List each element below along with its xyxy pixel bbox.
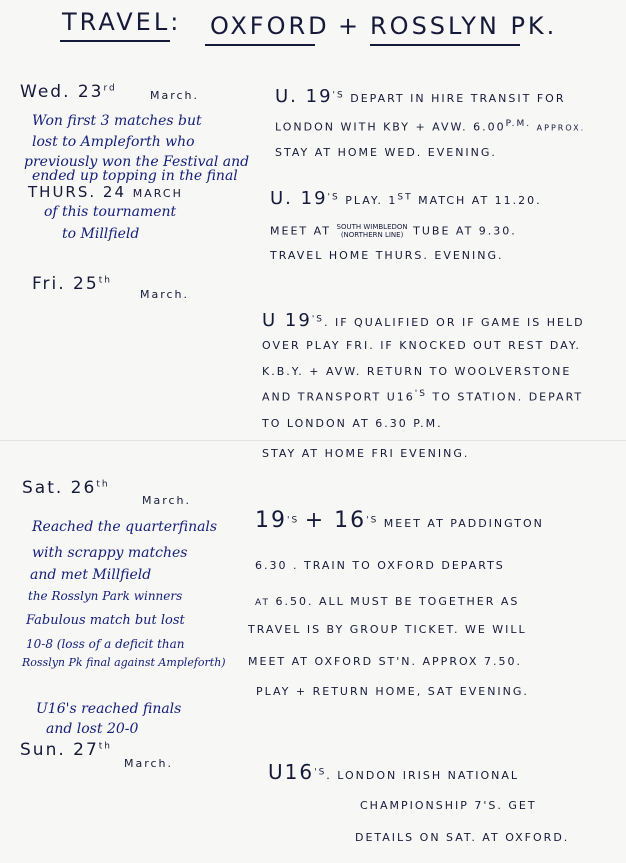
day-sun: Sun. 27th — [20, 740, 113, 760]
day-wed: Wed. 23rd — [20, 82, 117, 102]
note-sat-2: with scrappy matches — [32, 545, 188, 561]
plan-sat-1: $19^{'S} + 16^{'S}$ MEET AT PADDINGTON — [255, 508, 544, 533]
plan-fri-2: OVER PLAY FRI. IF KNOCKED OUT REST DAY. — [262, 339, 581, 352]
month-wed: March. — [150, 89, 200, 102]
plan-wed-2: LONDON WITH KBY + AVW. $6.00^{P.M.}$ APPROX. — [275, 119, 586, 134]
note-sat-5: Fabulous match but lost — [26, 613, 185, 628]
plan-wed-3: STAY AT HOME WED. EVENING. — [275, 146, 497, 159]
title-plus: + — [338, 12, 362, 40]
note-sun-1: U16's reached finals — [36, 701, 182, 717]
note-sat-6: 10-8 (loss of a deficit than — [26, 637, 185, 651]
plan-thurs-1: U. $19^{'S}$ PLAY. 1ST MATCH AT 11.20. — [270, 188, 542, 209]
plan-fri-4: AND TRANSPORT $U16^{'S}$ TO STATION. DEPART — [262, 389, 584, 404]
plan-fri-3: K.B.Y. + AVW. RETURN TO WOOLVERSTONE — [262, 365, 572, 378]
plan-sat-3: AT 6.50. ALL MUST BE TOGETHER AS — [255, 595, 520, 608]
note-wed-4: ended up topping in the final — [32, 168, 238, 184]
note-sat-1: Reached the quarterfinals — [32, 519, 218, 535]
title-underline — [370, 44, 520, 46]
title-underline — [60, 40, 170, 42]
day-sat: Sat. 26th — [22, 478, 110, 498]
title-destination-1: OXFORD — [210, 12, 330, 40]
title-underline — [205, 44, 315, 46]
month-fri: March. — [140, 288, 190, 301]
note-wed-3: previously won the Festival and — [24, 154, 250, 170]
note-thurs-2: to Millfield — [62, 226, 140, 242]
month-sat: March. — [142, 494, 192, 507]
plan-sat-2: 6.30 . TRAIN TO OXFORD DEPARTS — [255, 559, 505, 572]
plan-sun-2: CHAMPIONSHIP 7'S. GET — [360, 799, 537, 812]
note-sat-7: Rosslyn Pk final against Ampleforth) — [22, 656, 226, 669]
plan-sat-5: MEET AT OXFORD ST'N. APPROX 7.50. — [248, 655, 522, 668]
day-thurs: THURS. 24 MARCH — [28, 183, 183, 201]
title-prefix: TRAVEL: — [62, 8, 182, 36]
plan-thurs-2: MEET AT SOUTH WIMBLEDON (NORTHERN LINE) TUBE AT 9.30. — [270, 223, 517, 239]
note-wed-1: Won first 3 matches but — [32, 113, 202, 129]
plan-wed-1: U. $19^{'S}$ DEPART IN HIRE TRANSIT FOR — [275, 86, 566, 107]
plan-fri-6: STAY AT HOME FRI EVENING. — [262, 447, 470, 460]
plan-fri-1: U $19^{'S}$. IF QUALIFIED OR IF GAME IS HELD — [262, 310, 585, 331]
plan-fri-5: TO LONDON AT 6.30 P.M. — [262, 417, 443, 430]
note-sun-2: and lost 20-0 — [46, 721, 139, 737]
note-wed-2: lost to Ampleforth who — [32, 134, 195, 150]
note-sat-3: and met Millfield — [30, 567, 152, 583]
plan-sun-1: $U16^{'S}$. LONDON IRISH NATIONAL — [268, 760, 520, 784]
paper-fold — [0, 440, 626, 441]
day-fri: Fri. 25th — [32, 274, 112, 294]
title-destination-2: ROSSLYN PK. — [370, 12, 558, 40]
note-thurs-1: of this tournament — [44, 204, 177, 220]
plan-sat-6: PLAY + RETURN HOME, SAT EVENING. — [256, 685, 529, 698]
plan-sat-4: TRAVEL IS BY GROUP TICKET. WE WILL — [248, 623, 527, 636]
note-sat-4: the Rosslyn Park winners — [28, 589, 183, 603]
plan-thurs-3: TRAVEL HOME THURS. EVENING. — [270, 249, 504, 262]
plan-sun-3: DETAILS ON SAT. AT OXFORD. — [355, 831, 570, 844]
month-sun: March. — [124, 757, 174, 770]
